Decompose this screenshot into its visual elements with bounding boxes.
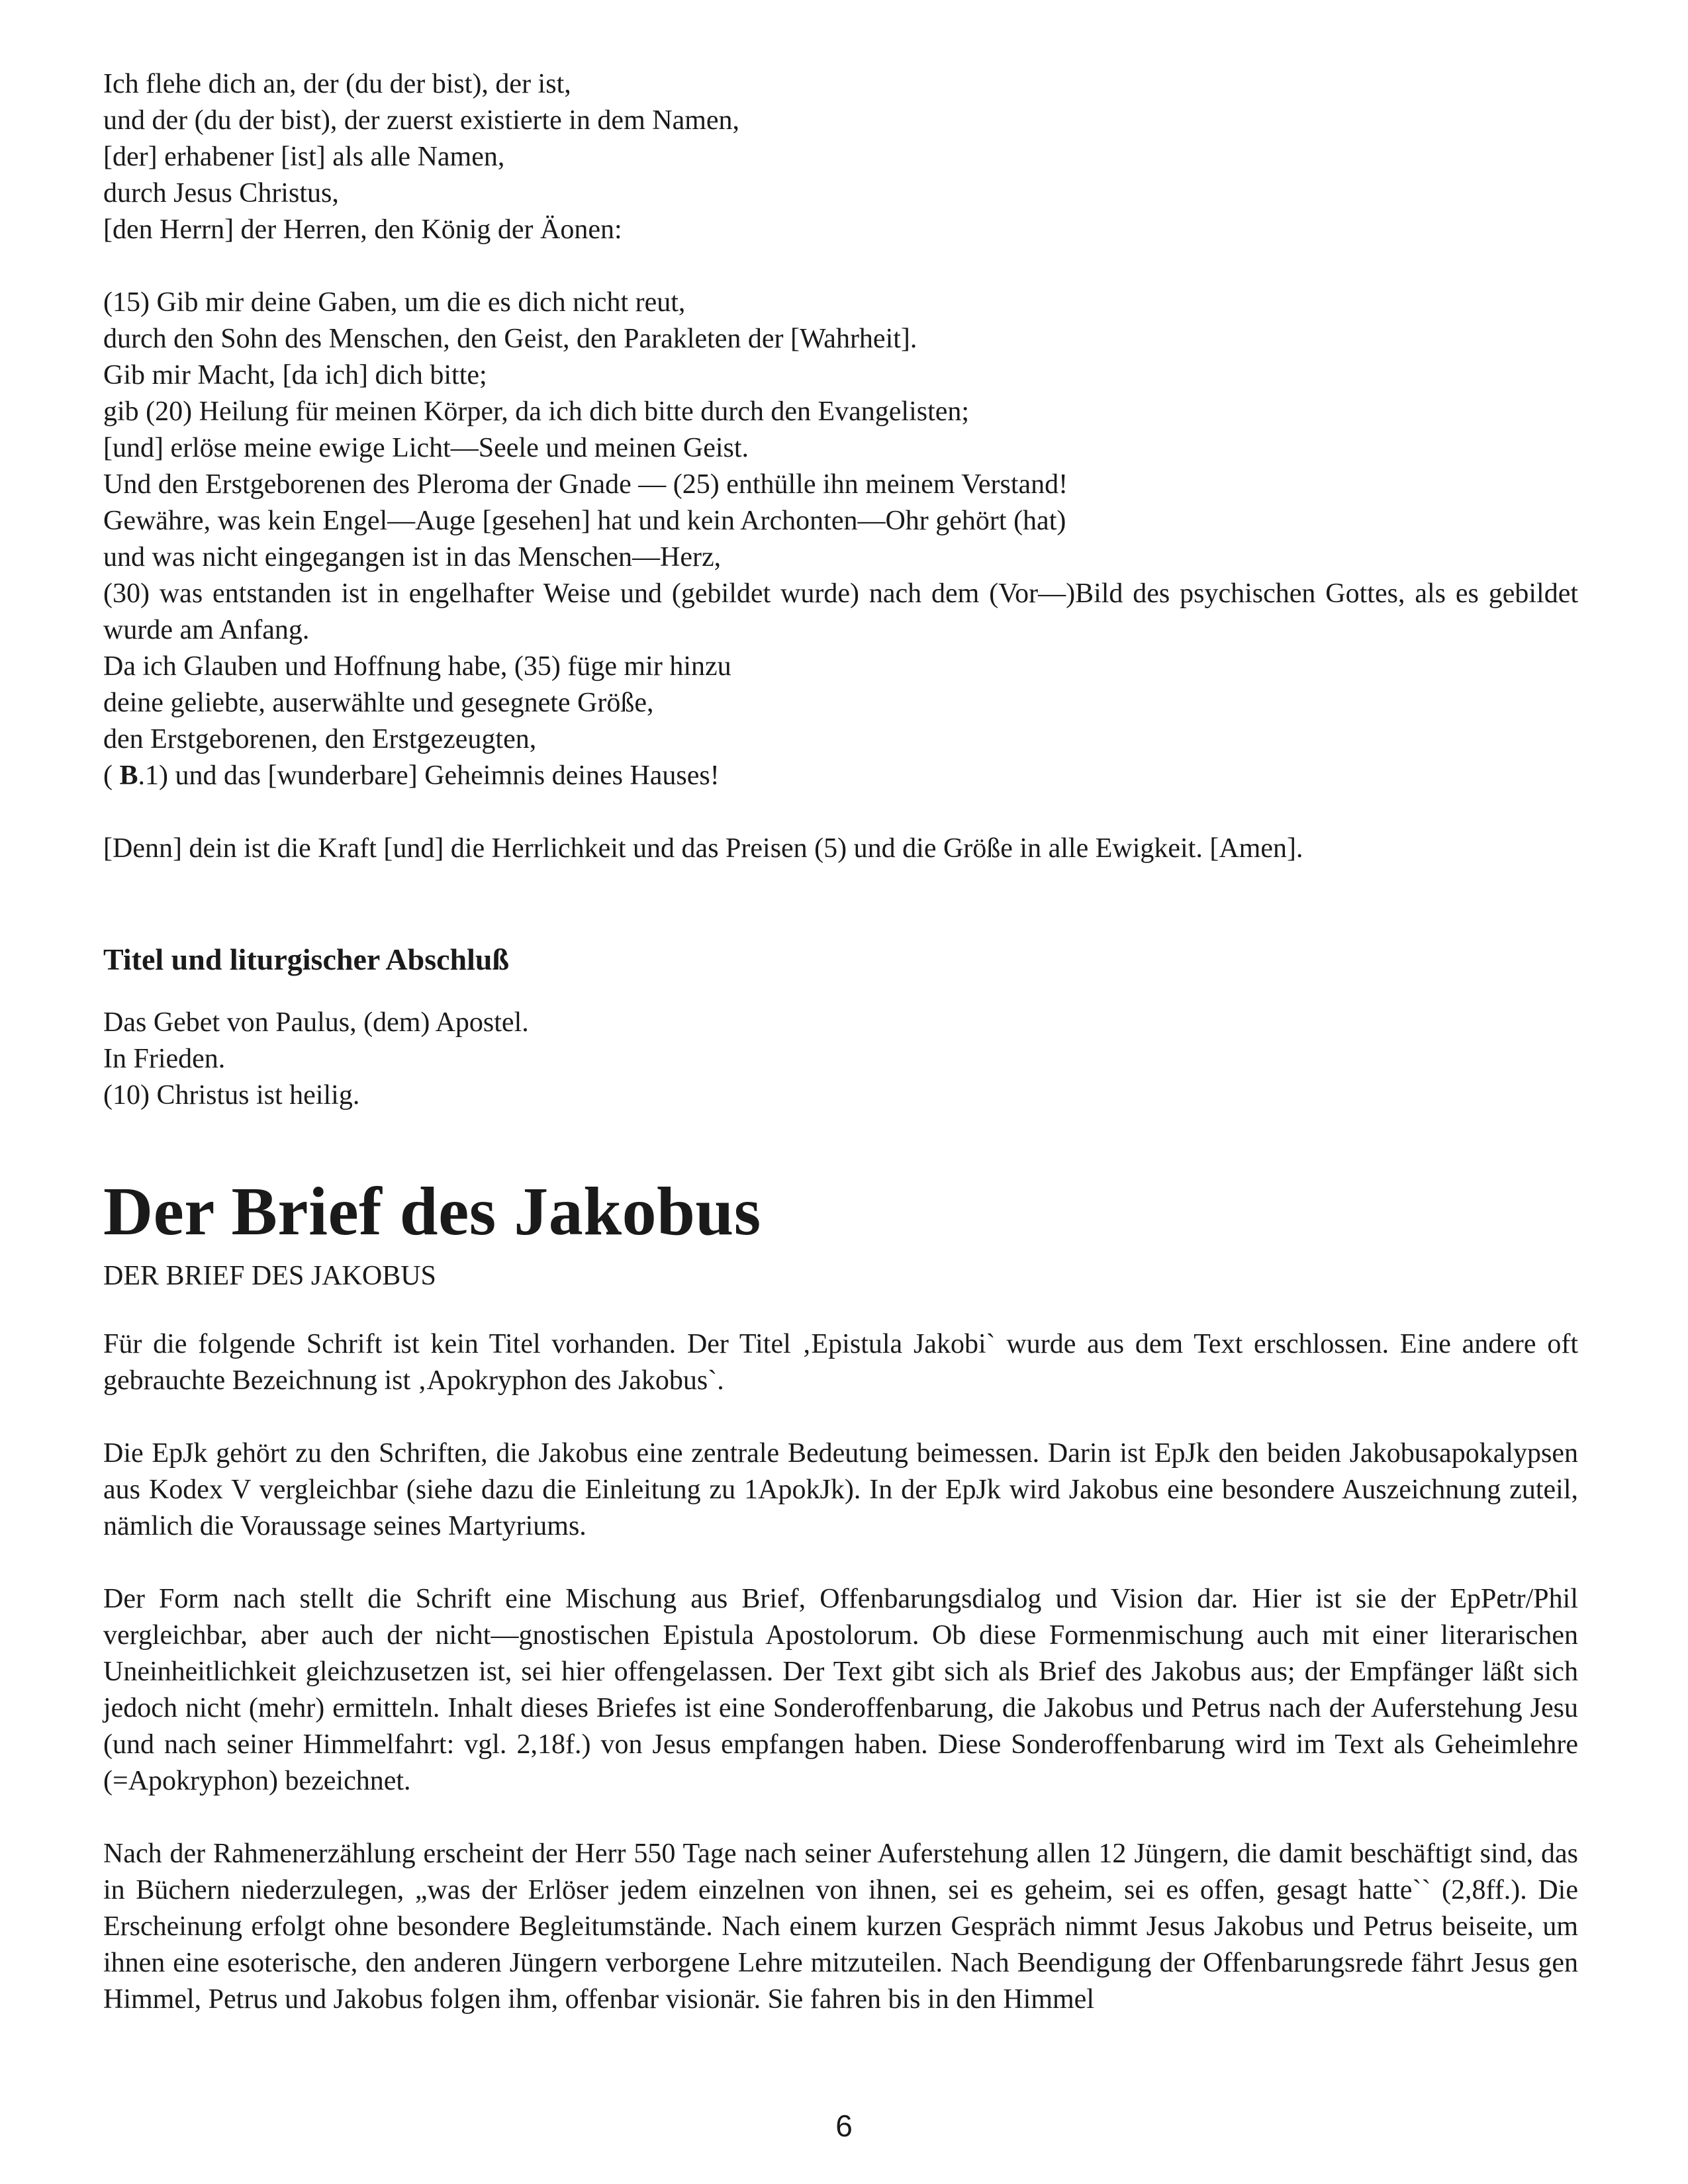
verse-line: und der (du der bist), der zuerst existierte in dem Namen, — [103, 105, 740, 136]
closing-lines — [103, 1005, 1578, 1114]
verse-line: Gib mir Macht, [da ich] dich bitte; — [103, 360, 487, 390]
verse-line: [der] erhabener [ist] als alle Namen, — [103, 142, 505, 172]
closing-line: Das Gebet von Paulus, (dem) Apostel. — [103, 1007, 529, 1038]
prayer-opening — [103, 66, 1578, 248]
verse-line: Und den Erstgeborenen des Pleroma der Gnade — (25) enthülle ihn meinem Verstand! — [103, 469, 1068, 500]
closing-line: (10) Christus ist heilig. — [103, 1080, 360, 1111]
closing-line: In Frieden. — [103, 1044, 226, 1074]
verse-line: (15) Gib mir deine Gaben, um die es dich nicht reut, — [103, 287, 686, 318]
verse-line: [und] erlöse meine ewige Licht—Seele und meinen Geist. — [103, 433, 749, 463]
verse-line: deine geliebte, auserwählte und gesegnete Größe, — [103, 688, 654, 718]
verse-line: Ich flehe dich an, der (du der bist), der ist, — [103, 69, 571, 99]
verse-line: Gewähre, was kein Engel—Auge [gesehen] hat und kein Archonten—Ohr gehört (hat) — [103, 506, 1066, 536]
verse-line: gib (20) Heilung für meinen Körper, da ich dich bitte durch den Evangelisten; — [103, 396, 970, 427]
page-body — [103, 66, 1578, 2018]
verse-line: [den Herrn] der Herren, den König der Äonen: — [103, 214, 622, 245]
line-prefix: ( — [103, 760, 120, 791]
line-rest: .1) und das [wunderbare] Geheimnis deines Hauses! — [138, 760, 720, 791]
verse-line: (30) was entstanden ist in engelhafter Weise und (gebildet wurde) nach dem (Vor—)Bild des psychischen Gottes, als es gebildet wurde am Anfang. — [103, 578, 1578, 645]
document-subtitle: DER BRIEF DES JAKOBUS — [103, 1261, 436, 1291]
body-paragraph: Für die folgende Schrift ist kein Titel vorhanden. Der Titel ‚Epistula Jakobi` wurde aus dem Text erschlossen. Eine andere oft gebrauchte Bezeichnung ist ‚Apokryphon des Jakobus`. — [103, 1329, 1578, 1396]
body-paragraph: Die EpJk gehört zu den Schriften, die Jakobus eine zentrale Bedeutung beimessen. Darin ist EpJk den beiden Jakobusapokalypsen aus Kodex V vergleichbar (siehe dazu die Einleitung zu 1ApokJk). In der EpJk wird Jakobus eine besondere Auszeichnung zuteil, nämlich die Voraussage seines Martyriums. — [103, 1438, 1578, 1541]
codex-reference: B — [119, 760, 138, 791]
verse-line: Da ich Glauben und Hoffnung habe, (35) füge mir hinzu — [103, 651, 731, 682]
prayer-petition — [103, 285, 1578, 794]
body-paragraph: Der Form nach stellt die Schrift eine Mischung aus Brief, Offenbarungsdialog und Vision dar. Hier ist sie der EpPetr/Phil vergleichbar, aber auch der nicht—gnostischen Epistula Apostolorum. Ob diese Formenmischung auch mit einer literarischen Uneinheitlichkeit gleichzusetzen ist, sei hier offengelassen. Der Text gibt sich als Brief des Jakobus aus; der Empfänger läßt sich jedoch nicht (mehr) ermitteln. Inhalt dieses Briefes ist eine Sonderoffenbarung, die Jakobus und Petrus nach der Auferstehung Jesu (und nach seiner Himmelfahrt: vgl. 2,18f.) von Jesus empfangen haben. Diese Sonderoffenbarung wird im Text als Geheimlehre (=Apokryphon) bezeichnet. — [103, 1584, 1578, 1796]
document-title: Der Brief des Jakobus — [103, 1173, 761, 1250]
verse-line: den Erstgeborenen, den Erstgezeugten, — [103, 724, 537, 754]
verse-line: durch den Sohn des Menschen, den Geist, den Parakleten der [Wahrheit]. — [103, 324, 917, 354]
body-paragraph: Nach der Rahmenerzählung erscheint der Herr 550 Tage nach seiner Auferstehung allen 12 Jüngern, die damit beschäftigt sind, das in Büchern niederzulegen, „was der Erlöser jedem einzelnen von ihnen, sei es geheim, sei es offen, gesagt hatte`` (2,8ff.). Die Erscheinung erfolgt ohne besondere Begleitumstände. Nach einem kurzen Gespräch nimmt Jesus Jakobus und Petrus beiseite, um ihnen eine esoterische, den anderen Jüngern verborgene Lehre mitzuteilen. Nach Beendigung der Offenbarungsrede fährt Jesus gen Himmel, Petrus und Jakobus folgen ihm, offenbar visionär. Sie fahren bis in den Himmel — [103, 1839, 1578, 2015]
verse-line-final — [103, 758, 1578, 794]
doxology: [Denn] dein ist die Kraft [und] die Herrlichkeit und das Preisen (5) und die Größe in alle Ewigkeit. [Amen]. — [103, 833, 1303, 864]
verse-line: durch Jesus Christus, — [103, 178, 339, 208]
page-number: 6 — [835, 2109, 853, 2143]
stanza-break — [103, 794, 1578, 831]
verse-line: und was nicht eingegangen ist in das Menschen—Herz, — [103, 542, 722, 572]
section-heading: Titel und liturgischer Abschluß — [103, 942, 510, 976]
stanza-break — [103, 248, 1578, 285]
